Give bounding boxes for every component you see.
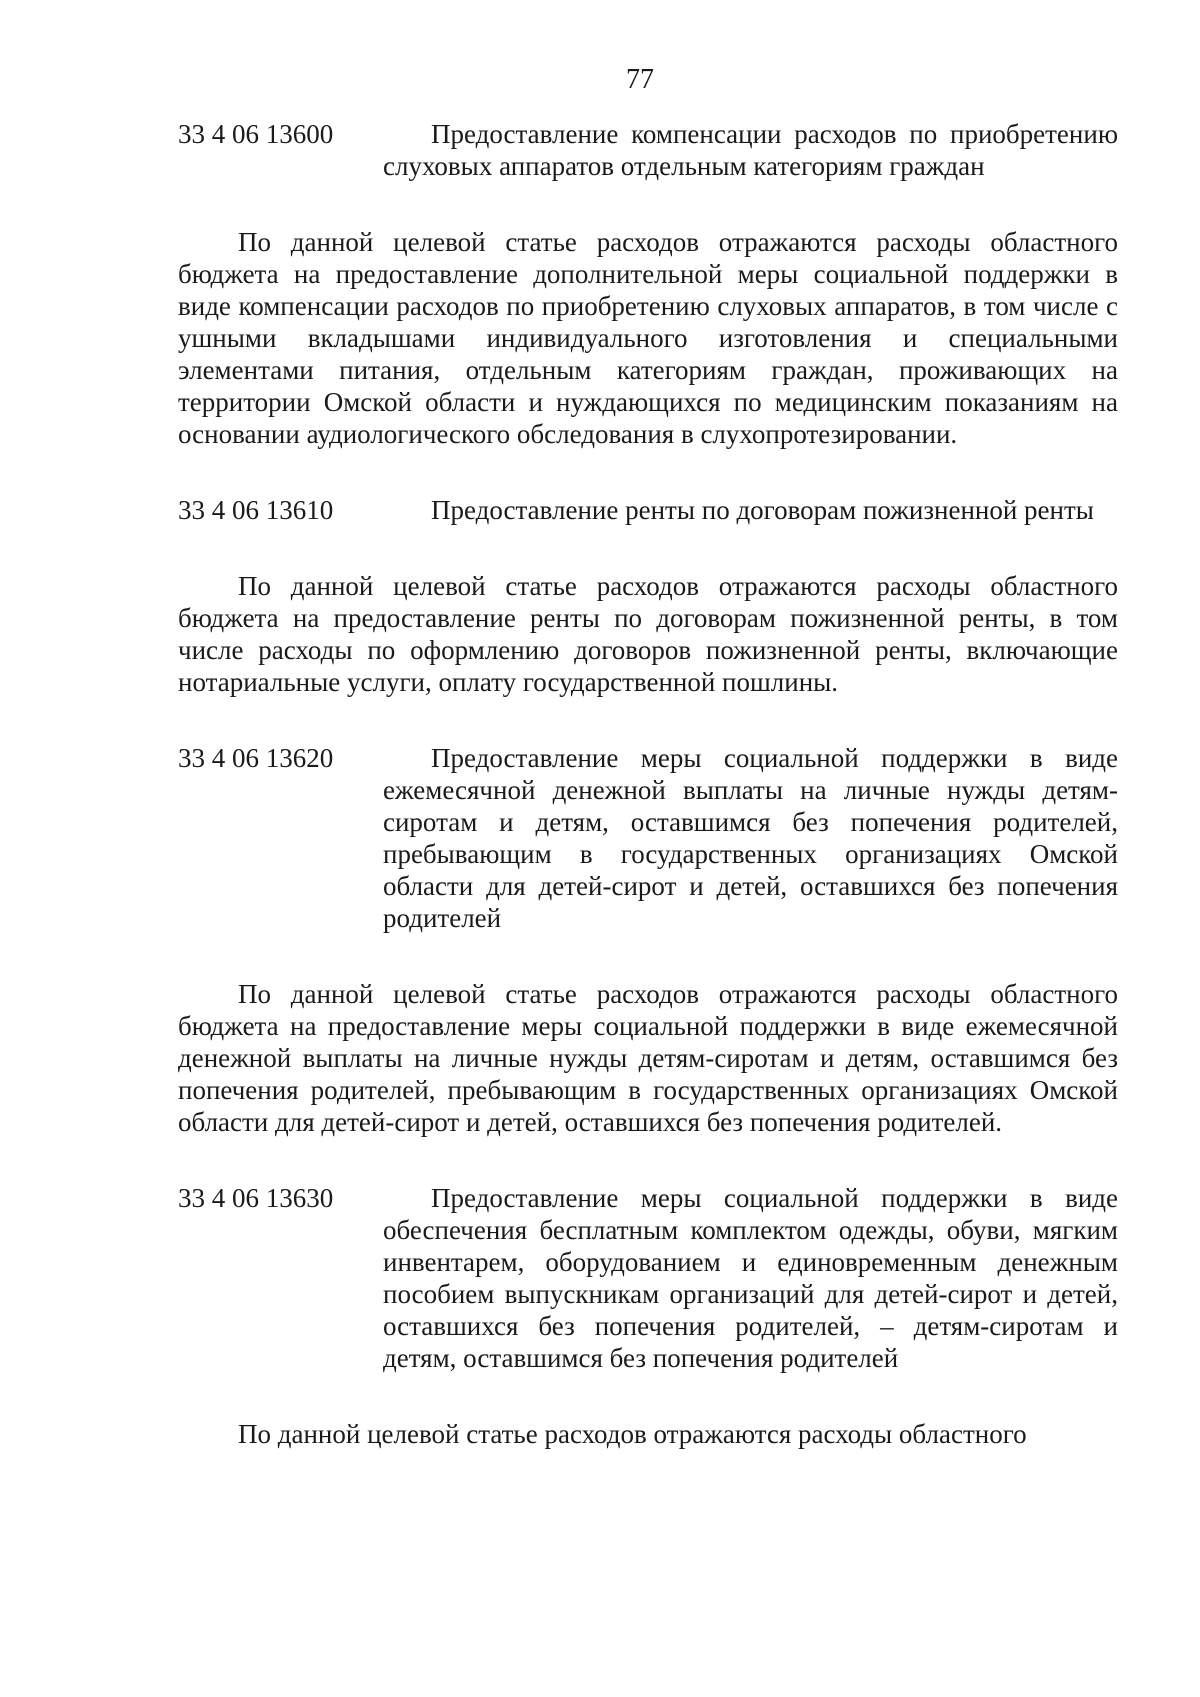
budget-item-description: По данной целевой статье расходов отражаются расходы областного бюджета на предоставление меры социальной поддержки в виде ежемесячной денежной выплаты на личные нужды детям-сиротам и детям, оставшимся без попечения родителей, пребывающим в государственных организациях Омской области для детей-сирот и детей, оставшихся без попечения родителей. <box>178 979 1118 1137</box>
budget-code: 33 4 06 13600 <box>178 119 334 149</box>
budget-item-header <box>178 494 1118 526</box>
page-number: 77 <box>626 64 654 95</box>
document-body <box>178 118 1118 1450</box>
budget-item-title: Предоставление ренты по договорам пожизненной ренты <box>431 495 1094 525</box>
budget-code: 33 4 06 13610 <box>178 495 334 525</box>
budget-item-title: Предоставление меры социальной поддержки в виде обеспечения бесплатным комплектом одежды, обуви, мягким инвентарем, оборудованием и единовременным денежным пособием выпускникам организаций для детей-сирот и детей, оставшихся без попечения родителей, – детям-сиротам и детям, оставшимся без попечения родителей <box>383 1183 1118 1373</box>
budget-item-description: По данной целевой статье расходов отражаются расходы областного бюджета на предоставление ренты по договорам пожизненной ренты, в том числе расходы по оформлению договоров пожизненной ренты, включающие нотариальные услуги, оплату государственной пошлины. <box>178 571 1118 697</box>
budget-item-title: Предоставление компенсации расходов по приобретению слуховых аппаратов отдельным категориям граждан <box>383 119 1118 181</box>
budget-item-header <box>178 118 1118 182</box>
budget-code: 33 4 06 13620 <box>178 743 334 773</box>
budget-item-description: По данной целевой статье расходов отражаются расходы областного <box>238 1419 1027 1449</box>
budget-item-title: Предоставление меры социальной поддержки в виде ежемесячной денежной выплаты на личные нужды детям-сиротам и детям, оставшимся без попечения родителей, пребывающим в государственных организациях Омской области для детей-сирот и детей, оставшихся без попечения родителей <box>383 743 1118 933</box>
budget-code: 33 4 06 13630 <box>178 1183 334 1213</box>
budget-item-description: По данной целевой статье расходов отражаются расходы областного бюджета на предоставление дополнительной меры социальной поддержки в виде компенсации расходов по приобретению слуховых аппаратов, в том числе с ушными вкладышами индивидуального изготовления и специальными элементами питания, отдельным категориям граждан, проживающих на территории Омской области и нуждающихся по медицинским показаниям на основании аудиологического обследования в слухопротезировании. <box>178 227 1118 449</box>
budget-item-header <box>178 742 1118 934</box>
budget-item-header <box>178 1182 1118 1374</box>
